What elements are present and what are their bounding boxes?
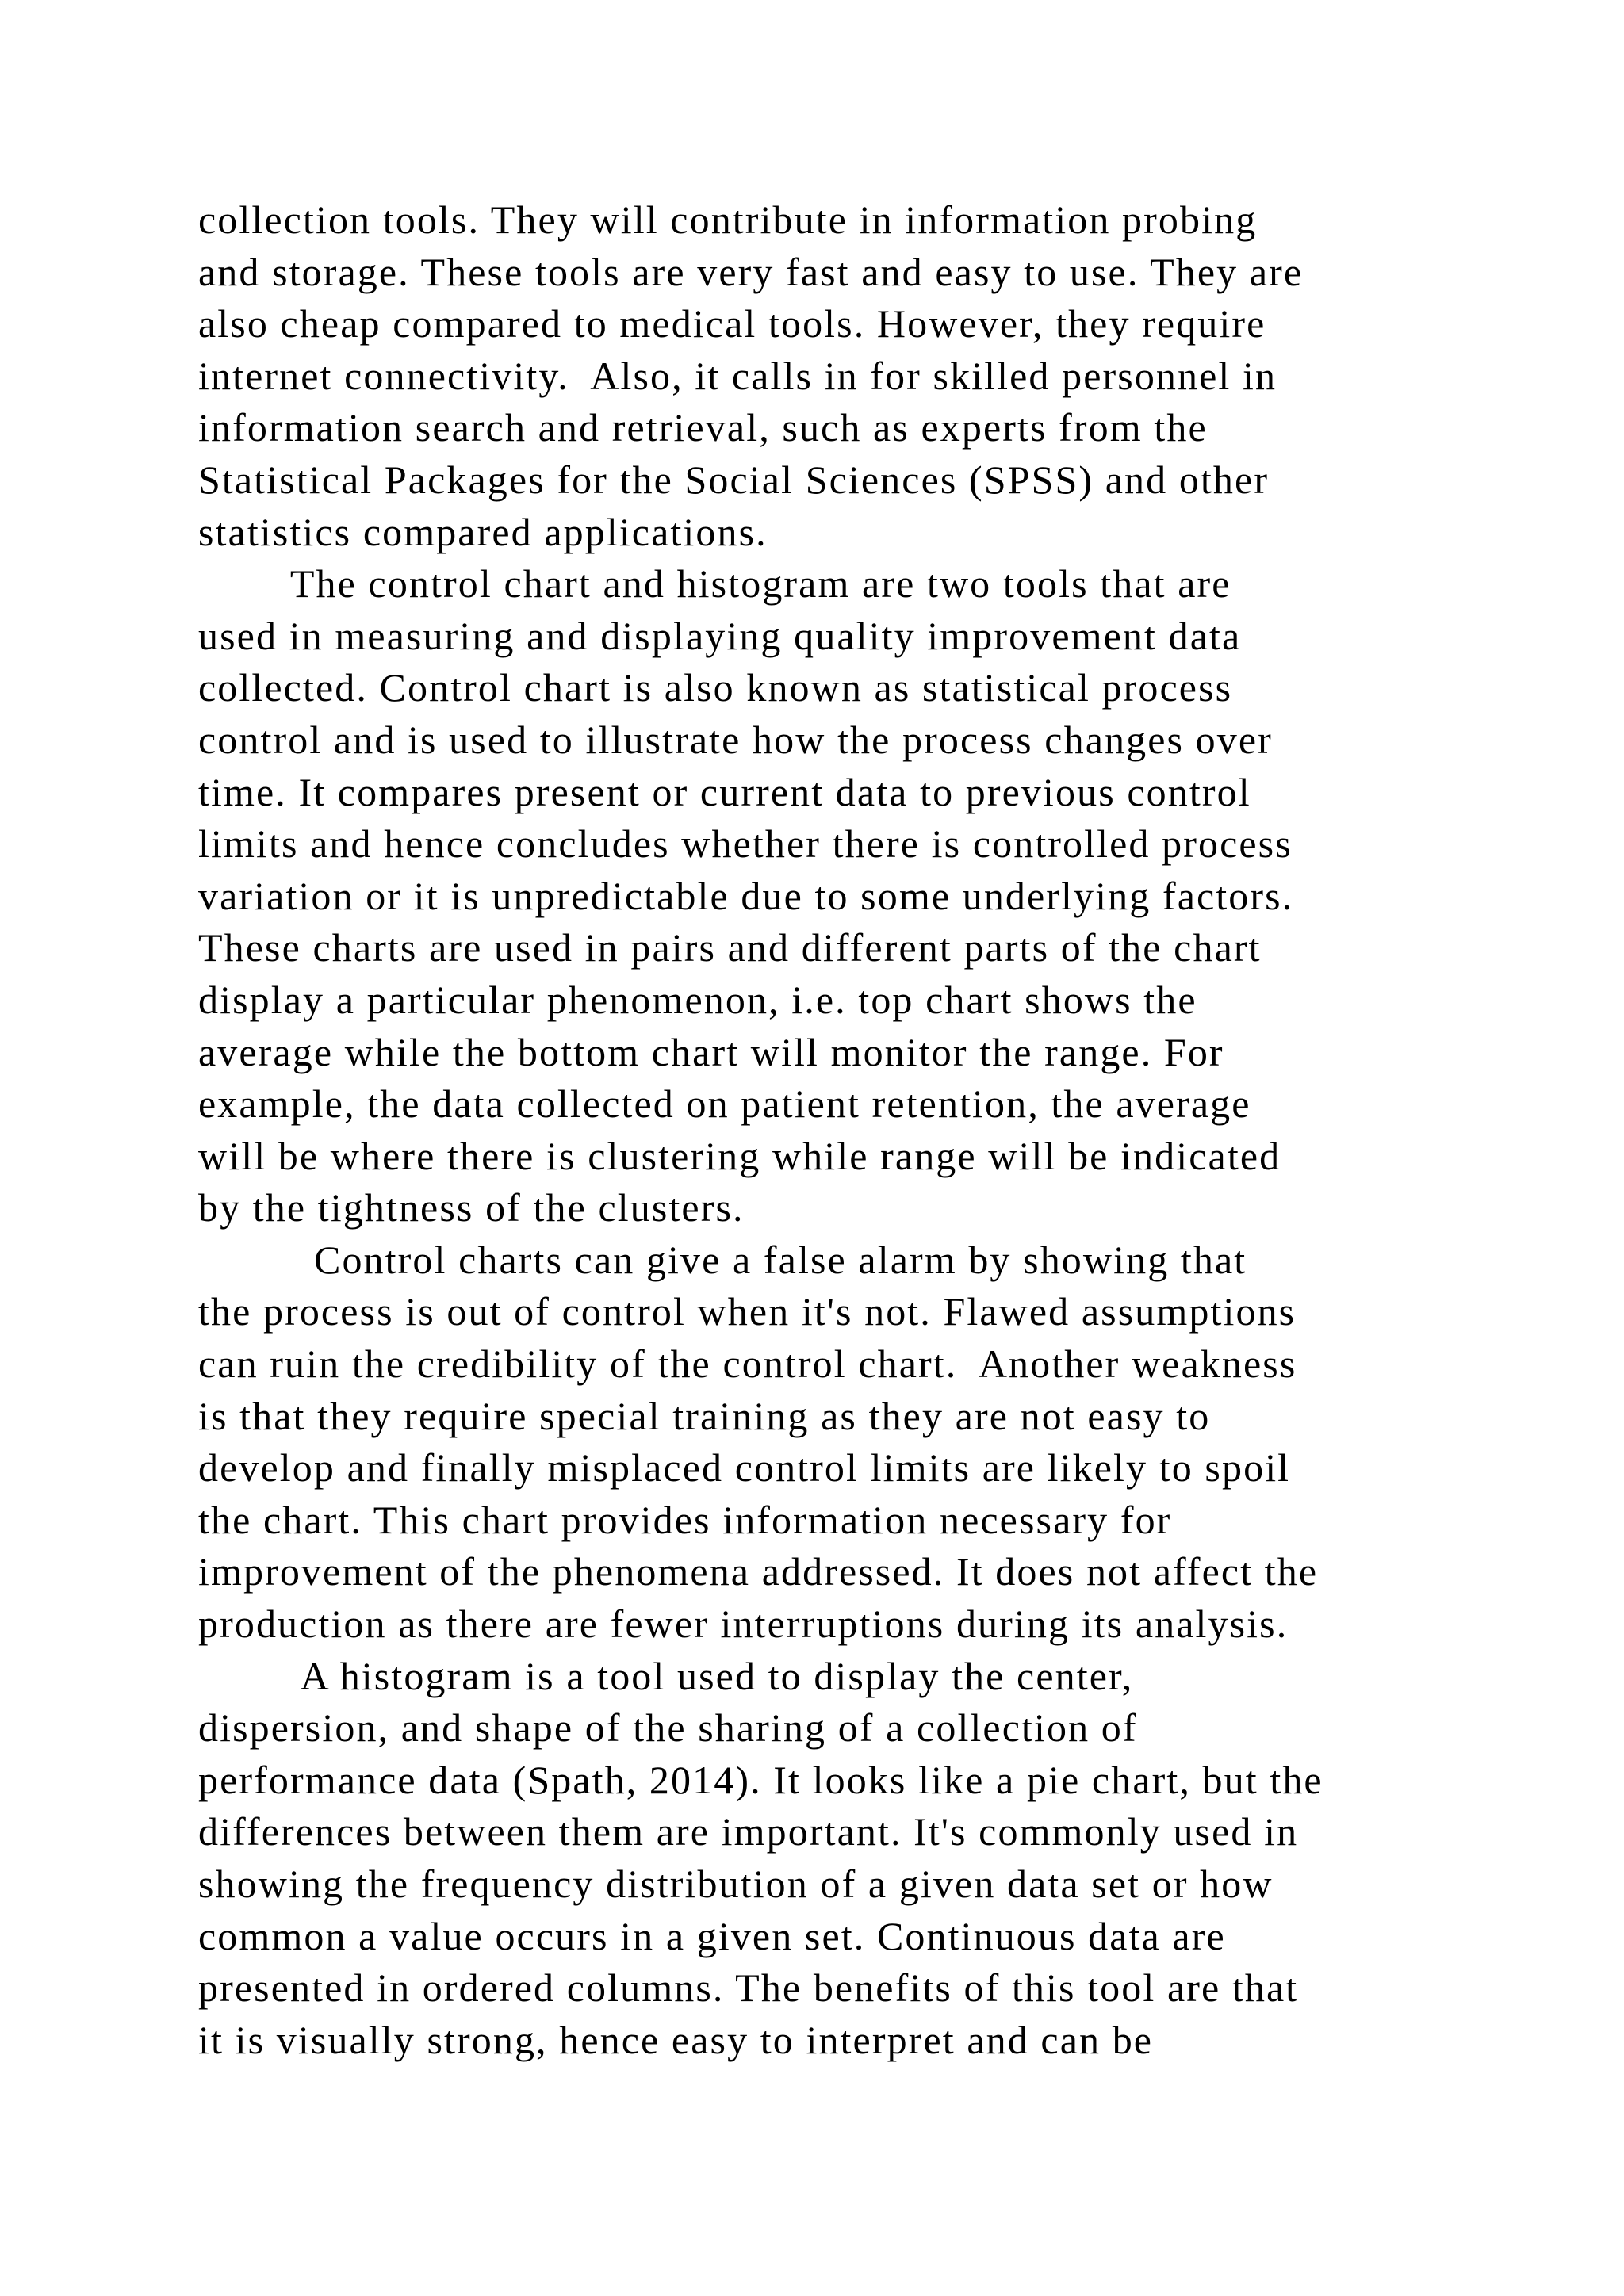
text-line: used in measuring and displaying quality improvement data <box>198 613 1242 658</box>
text-line: differences between them are important. It's commonly used in <box>198 1809 1299 1854</box>
text-line: Control charts can give a false alarm by showing that <box>198 1237 1247 1282</box>
text-line: and storage. These tools are very fast and easy to use. They are <box>198 249 1304 294</box>
text-line: Statistical Packages for the Social Sciences (SPSS) and other <box>198 457 1270 502</box>
text-line: can ruin the credibility of the control chart. Another weakness <box>198 1341 1297 1387</box>
text-line: variation or it is unpredictable due to some underlying factors. <box>198 873 1294 918</box>
text-line: the process is out of control when it's not. Flawed assumptions <box>198 1289 1297 1334</box>
text-line: showing the frequency distribution of a given data set or how <box>198 1862 1274 1906</box>
body-text <box>198 194 1546 2066</box>
text-line: will be where there is clustering while range will be indicated <box>198 1133 1281 1178</box>
text-line: collection tools. They will contribute in information probing <box>198 197 1258 242</box>
text-line: dispersion, and shape of the sharing of a collection of <box>198 1705 1138 1751</box>
text-line: statistics compared applications. <box>198 509 768 554</box>
text-line: improvement of the phenomena addressed. It does not affect the <box>198 1549 1319 1594</box>
text-line: example, the data collected on patient retention, the average <box>198 1081 1251 1127</box>
text-line: A histogram is a tool used to display the center, <box>198 1653 1134 1698</box>
text-line: develop and finally misplaced control limits are likely to spoil <box>198 1445 1291 1490</box>
text-line: control and is used to illustrate how the process changes over <box>198 717 1273 762</box>
text-line: presented in ordered columns. The benefits of this tool are that <box>198 1965 1299 2011</box>
text-line: collected. Control chart is also known as statistical process <box>198 665 1233 710</box>
text-line: internet connectivity. Also, it calls in for skilled personnel in <box>198 353 1277 398</box>
text-line: time. It compares present or current data to previous control <box>198 769 1251 814</box>
text-line: These charts are used in pairs and different parts of the chart <box>198 925 1262 970</box>
text-line: display a particular phenomenon, i.e. top chart shows the <box>198 977 1197 1022</box>
text-line: is that they require special training as they are not easy to <box>198 1393 1211 1438</box>
text-line: limits and hence concludes whether there is controlled process <box>198 821 1293 867</box>
text-line: it is visually strong, hence easy to interpret and can be <box>198 2017 1154 2062</box>
text-line: The control chart and histogram are two tools that are <box>198 561 1231 607</box>
text-line: information search and retrieval, such as experts from the <box>198 405 1208 450</box>
text-line: by the tightness of the clusters. <box>198 1185 745 1230</box>
text-line: common a value occurs in a given set. Continuous data are <box>198 1913 1226 1958</box>
text-line: the chart. This chart provides information necessary for <box>198 1497 1172 1542</box>
text-line: production as there are fewer interruptions during its analysis. <box>198 1601 1289 1647</box>
text-line: average while the bottom chart will monitor the range. For <box>198 1029 1224 1074</box>
text-line: also cheap compared to medical tools. However, they require <box>198 301 1266 346</box>
text-line: performance data (Spath, 2014). It looks like a pie chart, but the <box>198 1757 1323 1802</box>
